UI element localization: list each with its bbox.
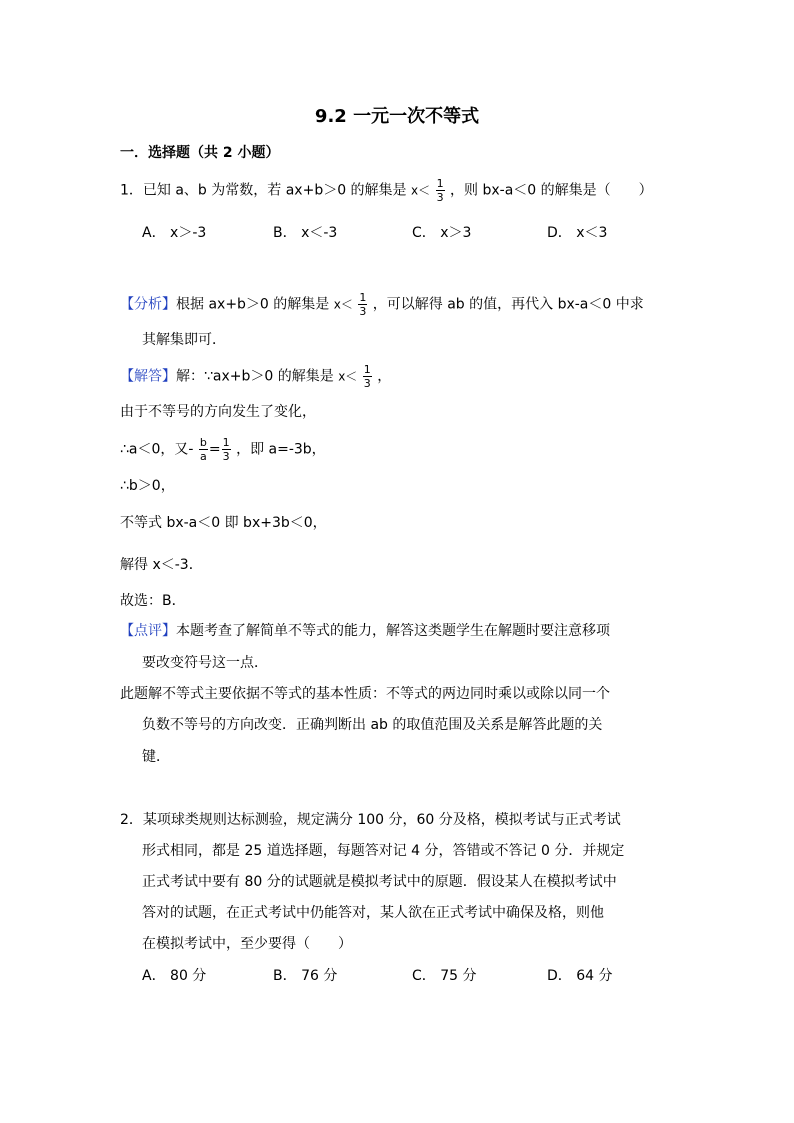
q2-option-b[interactable] [273,969,337,983]
answer-x: x＜ [338,369,358,384]
step2-text-a: ∴a＜0，又- [120,441,194,458]
q1-stem-denominator: 3 [436,191,444,204]
option-label: C． [412,968,436,984]
analysis-denominator: 3 [359,305,367,318]
q1-answer [120,364,391,389]
q1-stem-fraction [436,178,445,203]
analysis-numerator: 1 [359,291,367,304]
option-text: x＜-3 [301,225,338,241]
step2-numerator-2: 1 [222,436,230,449]
q1-stem-numerator: 1 [436,177,444,190]
solution-step-5: 解得 x＜-3． [120,557,203,573]
solution-step-2 [120,437,326,462]
answer-text-a: 解：∵ax+b＞0 的解集是 [176,368,334,385]
comment-text-a: 本题考查了解简单不等式的能力，解答这类题学生在解题时要注意移项 [176,623,610,639]
q2-stem-line-3: 正式考试中要有 80 分的试题就是模拟考试中的原题．假设某人在模拟考试中 [142,874,617,890]
q2-option-d[interactable] [547,969,613,983]
step2-denominator-2: 3 [222,450,230,463]
q1-stem-a: 1．已知 a、b 为常数，若 ax+b＞0 的解集是 [120,182,407,199]
analysis-text-c: 其解集即可． [142,332,226,348]
option-text: 80 分 [170,968,207,984]
q1-stem-b: ，则 bx-a＜0 的解集是（ ） [450,182,653,199]
answer-tag: 【解答】 [120,368,176,385]
answer-fraction [363,364,372,389]
note-text-b: 负数不等号的方向改变．正确判断出 ab 的取值范围及关系是解答此题的关 [142,717,603,733]
step2-denominator-1: a [200,450,207,463]
step2-equals: = [208,441,221,458]
q1-stem [120,178,653,203]
q2-option-c[interactable] [412,969,477,983]
q1-comment [120,624,610,638]
answer-numerator: 1 [363,363,371,376]
q2-stem-line-5: 在模拟考试中，至少要得（ ） [142,936,352,952]
solution-step-1: 由于不等号的方向发生了变化， [120,404,316,420]
step2-numerator-1: b [199,436,207,449]
option-label: A． [142,225,166,241]
step2-text-b: ，即 a=-3b， [236,441,326,458]
page-title: 9.2 一元一次不等式 [314,106,480,127]
option-label: D． [547,968,572,984]
option-label: C． [412,225,436,241]
option-text: 75 分 [440,968,477,984]
option-text: x＞-3 [170,225,207,241]
analysis-x: x＜ [333,297,353,312]
section-heading: 一．选择题（共 2 小题） [120,145,280,161]
q1-option-d[interactable] [547,226,607,240]
note-text-a: 此题解不等式主要依据不等式的基本性质：不等式的两边同时乘以或除以同一个 [120,686,610,702]
option-label: B． [273,225,297,241]
option-text: x＜3 [576,225,608,241]
option-label: B． [273,968,297,984]
analysis-fraction [358,292,367,317]
step2-fraction-one-third [222,437,231,462]
option-text: 76 分 [301,968,338,984]
q1-option-b[interactable] [273,226,337,240]
q1-option-a[interactable] [142,226,206,240]
analysis-tag: 【分析】 [120,296,176,313]
answer-denominator: 3 [363,377,371,390]
q1-stem-x: x＜ [411,183,431,198]
option-text: x＞3 [440,225,472,241]
q2-stem-line-1: 2．某项球类规则达标测验，规定满分 100 分，60 分及格，模拟考试与正式考试 [120,812,621,828]
note-text-c: 键． [142,749,170,765]
q2-stem-line-2: 形式相同，都是 25 道选择题，每题答对记 4 分，答错或不答记 0 分．并规定 [142,843,625,859]
solution-step-6: 故选：B． [120,593,186,609]
q1-option-c[interactable] [412,226,471,240]
solution-step-3: ∴b＞0， [120,478,175,494]
answer-text-b: ， [377,368,392,385]
comment-tag: 【点评】 [120,623,176,639]
step2-fraction-b-over-a [199,437,208,462]
q2-stem-line-4: 答对的试题，在正式考试中仍能答对，某人欲在正式考试中确保及格，则他 [142,905,604,921]
solution-step-4: 不等式 bx-a＜0 即 bx+3b＜0， [120,515,327,531]
q2-option-a[interactable] [142,969,206,983]
comment-text-b: 要改变符号这一点． [142,655,268,671]
analysis-text-a: 根据 ax+b＞0 的解集是 [176,296,330,313]
option-text: 64 分 [576,968,613,984]
analysis-text-b: ，可以解得 ab 的值，再代入 bx-a＜0 中求 [372,296,644,313]
option-label: A． [142,968,166,984]
option-label: D． [547,225,572,241]
q1-analysis [120,292,644,317]
